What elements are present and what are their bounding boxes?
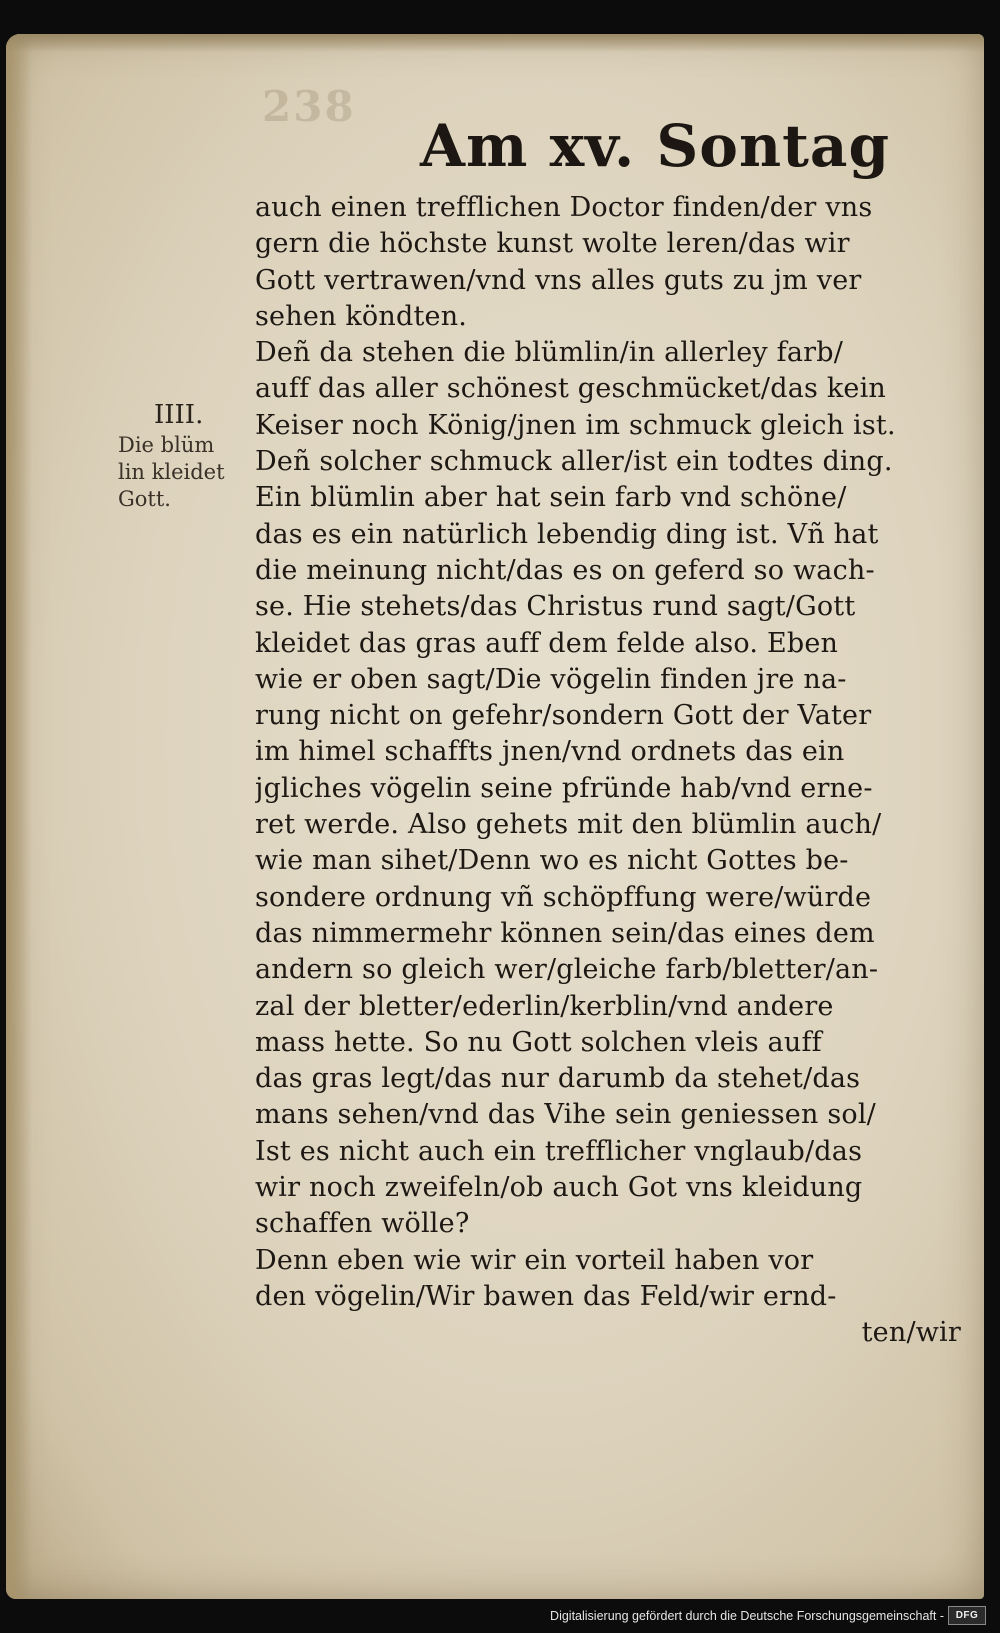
body-line: die meinung nicht/das es on geferd so wach- (255, 554, 875, 586)
body-line: auff das aller schönest geschmücket/das kein (255, 373, 886, 405)
body-line: sondere ordnung vñ schöpffung were/würde (255, 881, 872, 913)
body-line: Deñ solcher schmuck aller/ist ein todtes ding. (255, 446, 893, 478)
body-line: Ist es nicht auch ein trefflicher vnglaub/das (255, 1135, 863, 1167)
body-line: andern so gleich wer/gleiche farb/bletter/an- (255, 954, 879, 986)
body-line: auch einen trefflichen Doctor finden/der vns (255, 192, 873, 223)
body-line: Ein blümlin aber hat sein farb vnd schöne/ (255, 482, 847, 514)
body-text-block (255, 190, 969, 1352)
digitization-attribution: Digitalisierung gefördert durch die Deutsche Forschungsgemeinschaft - (550, 1609, 944, 1623)
body-line: jgliches vögelin seine pfründe hab/vnd erne- (255, 772, 873, 804)
body-line: das es ein natürlich lebendig ding ist. Vñ hat (255, 518, 879, 550)
page-edge-shadow-top (6, 34, 984, 52)
body-line: Keiser noch König/jnen im schmuck gleich ist. (255, 409, 896, 441)
body-line: wie er oben sagt/Die vögelin finden jre na- (255, 663, 847, 695)
body-line: mass hette. So nu Gott solchen vleis auff (255, 1026, 822, 1058)
marginal-note-number: IIII. (154, 400, 204, 430)
running-head: Am xv. Sontag (420, 112, 891, 180)
dfg-logo: DFG (948, 1606, 986, 1625)
body-line: im himel schaffts jnen/vnd ordnets das ein (255, 736, 845, 768)
body-line: das nimmermehr können sein/das eines dem (255, 917, 875, 949)
marginal-note-line: Gott. (118, 487, 171, 511)
body-line: se. Hie stehets/das Christus rund sagt/Gott (255, 591, 856, 623)
body-line: wir noch zweifeln/ob auch Got vns kleidung (255, 1172, 863, 1204)
marginal-note (118, 398, 258, 513)
body-line: kleidet das gras auff dem felde also. Eben (255, 627, 839, 659)
body-line: zal der bletter/ederlin/kerblin/vnd andere (255, 990, 834, 1022)
body-line: Gott vertrawen/vnd vns alles guts zu jm ver (255, 264, 862, 296)
catchword: ten/wir (861, 1317, 961, 1349)
body-line: sehen köndten. (255, 300, 468, 332)
show-through-folio-number: 238 (262, 82, 356, 131)
body-line: den vögelin/Wir bawen das Feld/wir ernd- (255, 1280, 837, 1312)
body-line: gern die höchste kunst wolte leren/das wir (255, 228, 850, 260)
body-line: ret werde. Also gehets mit den blümlin auch/ (255, 809, 882, 841)
marginal-note-line: lin kleidet (118, 460, 225, 484)
page-edge-shadow-left (6, 34, 32, 1599)
marginal-note-line: Die blüm (118, 433, 215, 457)
body-line: mans sehen/vnd das Vihe sein geniessen sol/ (255, 1099, 876, 1131)
body-line: wie man sihet/Denn wo es nicht Gottes be- (255, 845, 849, 877)
body-line: schaffen wölle? (255, 1208, 470, 1240)
body-line: Deñ da stehen die blümlin/in allerley farb/ (255, 337, 844, 369)
body-line: das gras legt/das nur darumb da stehet/das (255, 1063, 861, 1095)
body-line: Denn eben wie wir ein vorteil haben vor (255, 1244, 814, 1276)
body-line: rung nicht on gefehr/sondern Gott der Vater (255, 700, 872, 732)
